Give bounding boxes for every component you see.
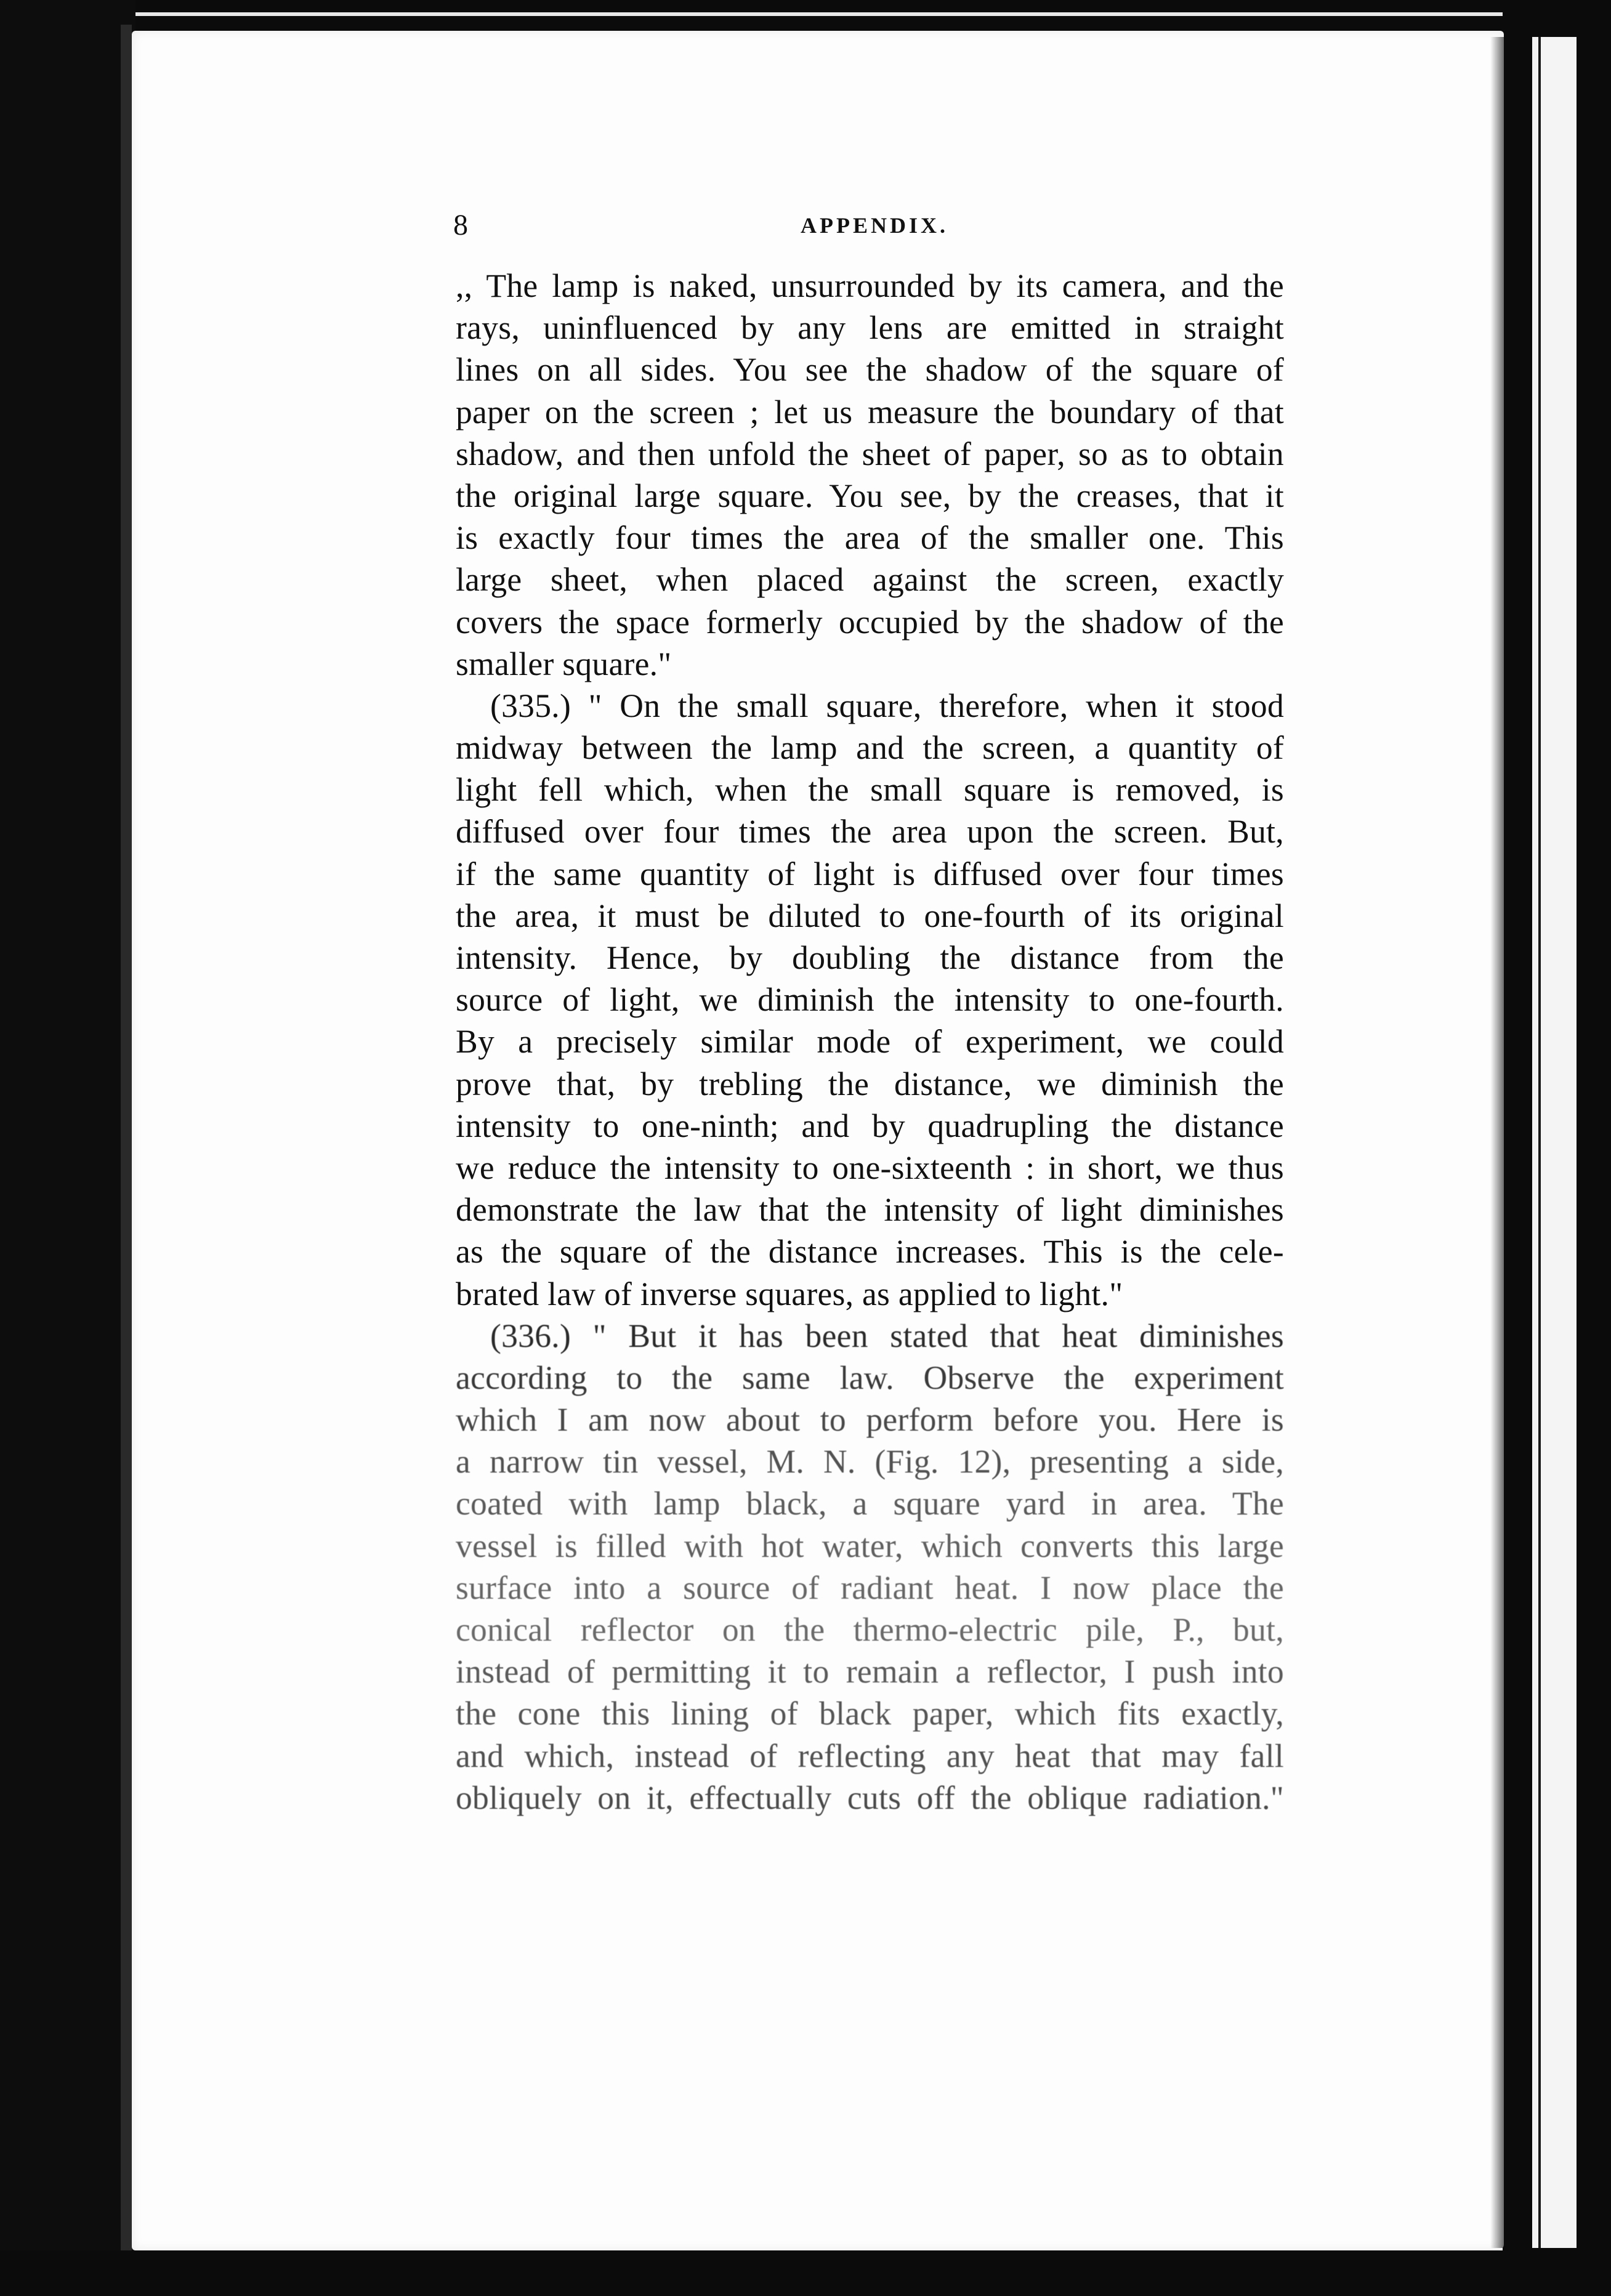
text-line: lines on all sides. You see the shadow of the square of bbox=[456, 351, 1284, 389]
page-number: 8 bbox=[453, 209, 469, 241]
left-page-edge bbox=[121, 25, 132, 2291]
text-line: source of light, we diminish the intensity to one-fourth. bbox=[456, 981, 1284, 1019]
text-line: (335.) " On the small square, therefore, when it stood bbox=[490, 687, 1284, 724]
text-line: smaller square." bbox=[456, 645, 672, 682]
text-line: ,, The lamp is naked, unsurrounded by its camera, and the bbox=[456, 267, 1284, 304]
text-line: intensity to one-ninth; and by quadrupling the distance bbox=[456, 1107, 1284, 1144]
page-gutter-shadow bbox=[1490, 37, 1504, 2248]
text-line: diffused over four times the area upon the screen. But, bbox=[456, 813, 1284, 851]
paragraph-335 bbox=[456, 685, 1284, 1315]
text-line: the area, it must be diluted to one-fourth of its original bbox=[456, 897, 1284, 934]
text-line: midway between the lamp and the screen, a quantity of bbox=[456, 729, 1284, 767]
text-line: and which, instead of reflecting any heat that may fall bbox=[456, 1737, 1284, 1774]
text-line: conical reflector on the thermo-electric pile, P., but, bbox=[456, 1611, 1284, 1648]
paragraph-336 bbox=[456, 1315, 1284, 1819]
text-line: demonstrate the law that the intensity of light diminishes bbox=[456, 1191, 1284, 1229]
text-line: if the same quantity of light is diffused over four times bbox=[456, 855, 1284, 892]
adjacent-page-edge-line bbox=[1538, 37, 1541, 2248]
text-line: rays, uninfluenced by any lens are emitted in straight bbox=[456, 309, 1284, 347]
left-scan-border bbox=[0, 0, 135, 2296]
text-line: light fell which, when the small square is removed, is bbox=[456, 771, 1284, 809]
text-line: coated with lamp black, a square yard in area. The bbox=[456, 1485, 1284, 1522]
text-line: a narrow tin vessel, M. N. (Fig. 12), presenting a side, bbox=[456, 1443, 1284, 1481]
text-line: brated law of inverse squares, as applied to light." bbox=[456, 1275, 1123, 1312]
text-line: we reduce the intensity to one-sixteenth : in short, we thus bbox=[456, 1149, 1284, 1186]
text-line: prove that, by trebling the distance, we diminish the bbox=[456, 1065, 1284, 1102]
text-line: covers the space formerly occupied by the shadow of the bbox=[456, 603, 1284, 641]
text-line: shadow, and then unfold the sheet of paper, so as to obtain bbox=[456, 435, 1284, 472]
text-line: surface into a source of radiant heat. I now place the bbox=[456, 1569, 1284, 1606]
text-line: as the square of the distance increases. This is the cele- bbox=[456, 1233, 1284, 1271]
text-line: according to the same law. Observe the experiment bbox=[456, 1359, 1284, 1396]
text-line: (336.) " But it has been stated that heat diminishes bbox=[490, 1317, 1284, 1354]
body-text bbox=[456, 265, 1284, 1819]
text-line: intensity. Hence, by doubling the distance from the bbox=[456, 939, 1284, 976]
text-line: By a precisely similar mode of experiment, we could bbox=[456, 1023, 1284, 1061]
text-line: which I am now about to perform before you. Here is bbox=[456, 1401, 1284, 1439]
top-scan-border bbox=[0, 0, 1611, 32]
text-line: paper on the screen ; let us measure the boundary of that bbox=[456, 393, 1284, 430]
text-line: vessel is filled with hot water, which converts this large bbox=[456, 1527, 1284, 1564]
text-line: obliquely on it, effectually cuts off the oblique radiation." bbox=[456, 1779, 1284, 1816]
text-line: instead of permitting it to remain a reflector, I push into bbox=[456, 1653, 1284, 1691]
text-line: the original large square. You see, by the creases, that it bbox=[456, 477, 1284, 514]
running-head: APPENDIX. bbox=[801, 213, 948, 238]
paragraph-continuation bbox=[456, 265, 1284, 685]
text-line: is exactly four times the area of the smaller one. This bbox=[456, 519, 1284, 557]
top-border-line bbox=[0, 12, 1611, 16]
text-line: the cone this lining of black paper, which fits exactly, bbox=[456, 1695, 1284, 1732]
bottom-scan-border bbox=[0, 2250, 1611, 2296]
text-line: large sheet, when placed against the screen, exactly bbox=[456, 561, 1284, 599]
